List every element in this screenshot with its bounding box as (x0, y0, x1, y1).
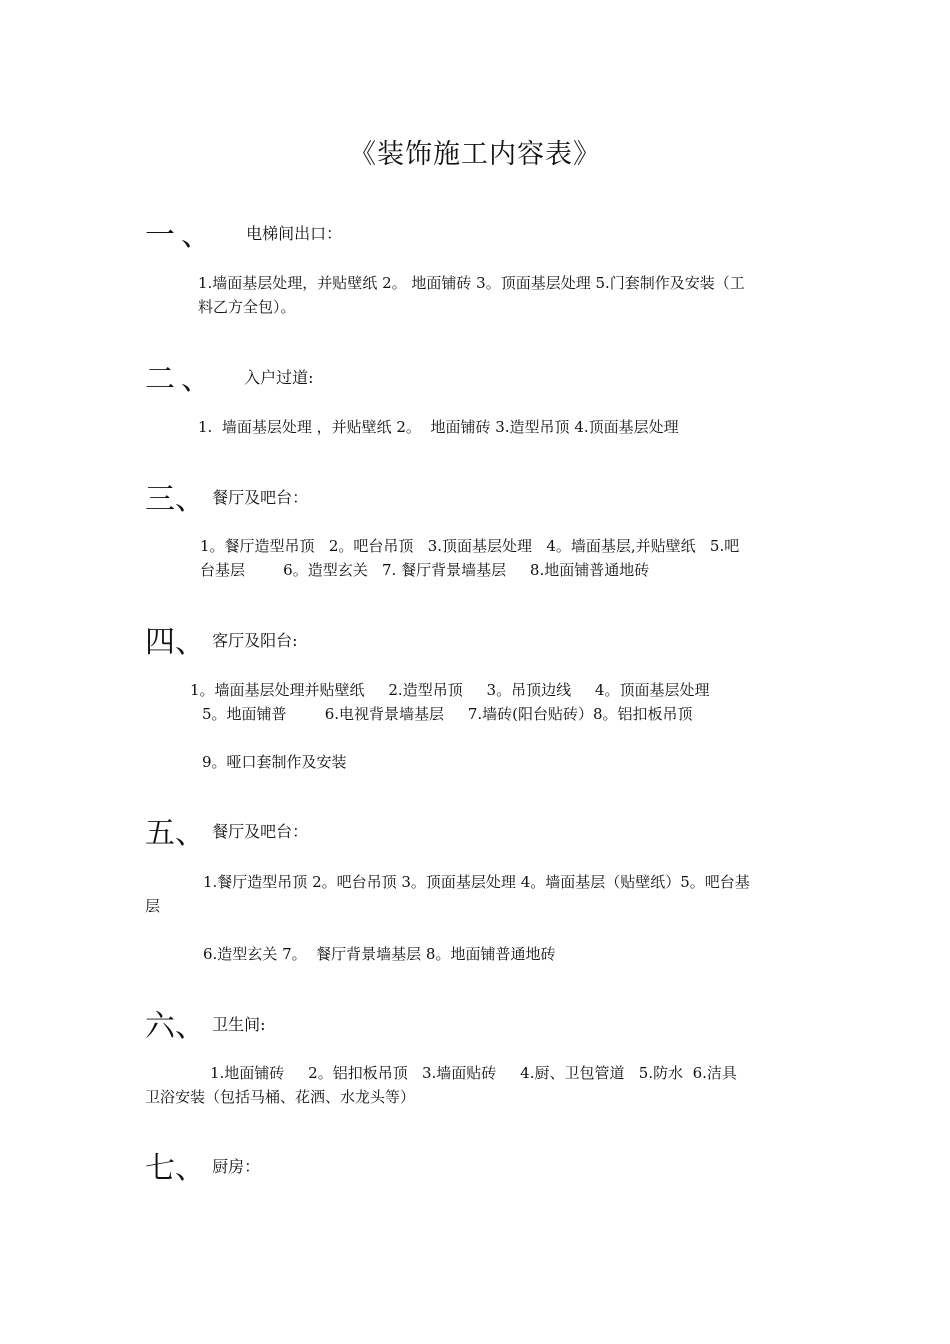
section-label: 入户过道: (244, 367, 314, 387)
section-label: 客厅及阳台: (212, 630, 298, 650)
section-label: 餐厅及吧台： (212, 821, 309, 841)
section-heading-4 (145, 617, 298, 661)
section-heading-3 (145, 474, 308, 518)
section-4-line-2: 5。地面铺普 6.电视背景墙基层 7.墙砖(阳台贴砖）8。铝扣板吊顶 (202, 705, 693, 723)
section-number: 二、 (145, 362, 217, 397)
section-number: 六、 (145, 1009, 205, 1044)
section-5-line-2: 层 (145, 897, 161, 915)
section-6-line-2: 卫浴安装（包括马桶、花洒、水龙头等） (145, 1088, 416, 1106)
section-5-line-3: 6.造型玄关 7。 餐厅背景墙基层 8。地面铺普通地砖 (203, 945, 556, 963)
section-heading-1 (145, 210, 342, 254)
section-heading-6 (145, 1001, 266, 1045)
section-number: 四、 (145, 625, 205, 660)
section-heading-5 (145, 808, 308, 852)
section-6-line-1: 1.地面铺砖 2。铝扣板吊顶 3.墙面贴砖 4.厨、卫包管道 5.防水 6.洁具 (210, 1064, 737, 1082)
section-number: 一、 (145, 218, 217, 253)
section-label: 厨房： (212, 1156, 261, 1176)
section-3-line-2: 台基层 6。造型玄关 7. 餐厅背景墙基层 8.地面铺普通地砖 (200, 561, 650, 579)
section-5-line-1: 1.餐厅造型吊顶 2。吧台吊顶 3。顶面基层处理 4。墙面基层（贴壁纸）5。吧台基 (203, 873, 750, 891)
section-label: 餐厅及吧台： (212, 487, 309, 507)
section-label: 卫生间: (212, 1014, 266, 1034)
section-number: 三、 (145, 482, 205, 517)
section-1-line-1: 1.墙面基层处理，并贴壁纸 2。 地面铺砖 3。顶面基层处理 5.门套制作及安装（工 (198, 274, 745, 292)
section-number: 五、 (145, 816, 205, 851)
section-heading-7 (145, 1143, 260, 1187)
section-1-line-2: 料乙方全包）。 (198, 298, 296, 316)
section-3-line-1: 1。餐厅造型吊顶 2。吧台吊顶 3.顶面基层处理 4。墙面基层,并贴壁纸 5.吧 (200, 537, 740, 555)
section-label: 电梯间出口： (246, 223, 343, 243)
section-heading-2 (145, 354, 314, 398)
section-4-line-1: 1。墙面基层处理并贴壁纸 2.造型吊顶 3。吊顶边线 4。顶面基层处理 (190, 681, 710, 699)
section-number: 七、 (145, 1151, 205, 1186)
section-2-line-1: 1. 墙面基层处理 ，并贴壁纸 2。 地面铺砖 3.造型吊顶 4.顶面基层处理 (198, 418, 679, 436)
document-title: 《装饰施工内容表》 (349, 139, 601, 170)
section-4-line-3: 9。哑口套制作及安装 (202, 753, 347, 771)
